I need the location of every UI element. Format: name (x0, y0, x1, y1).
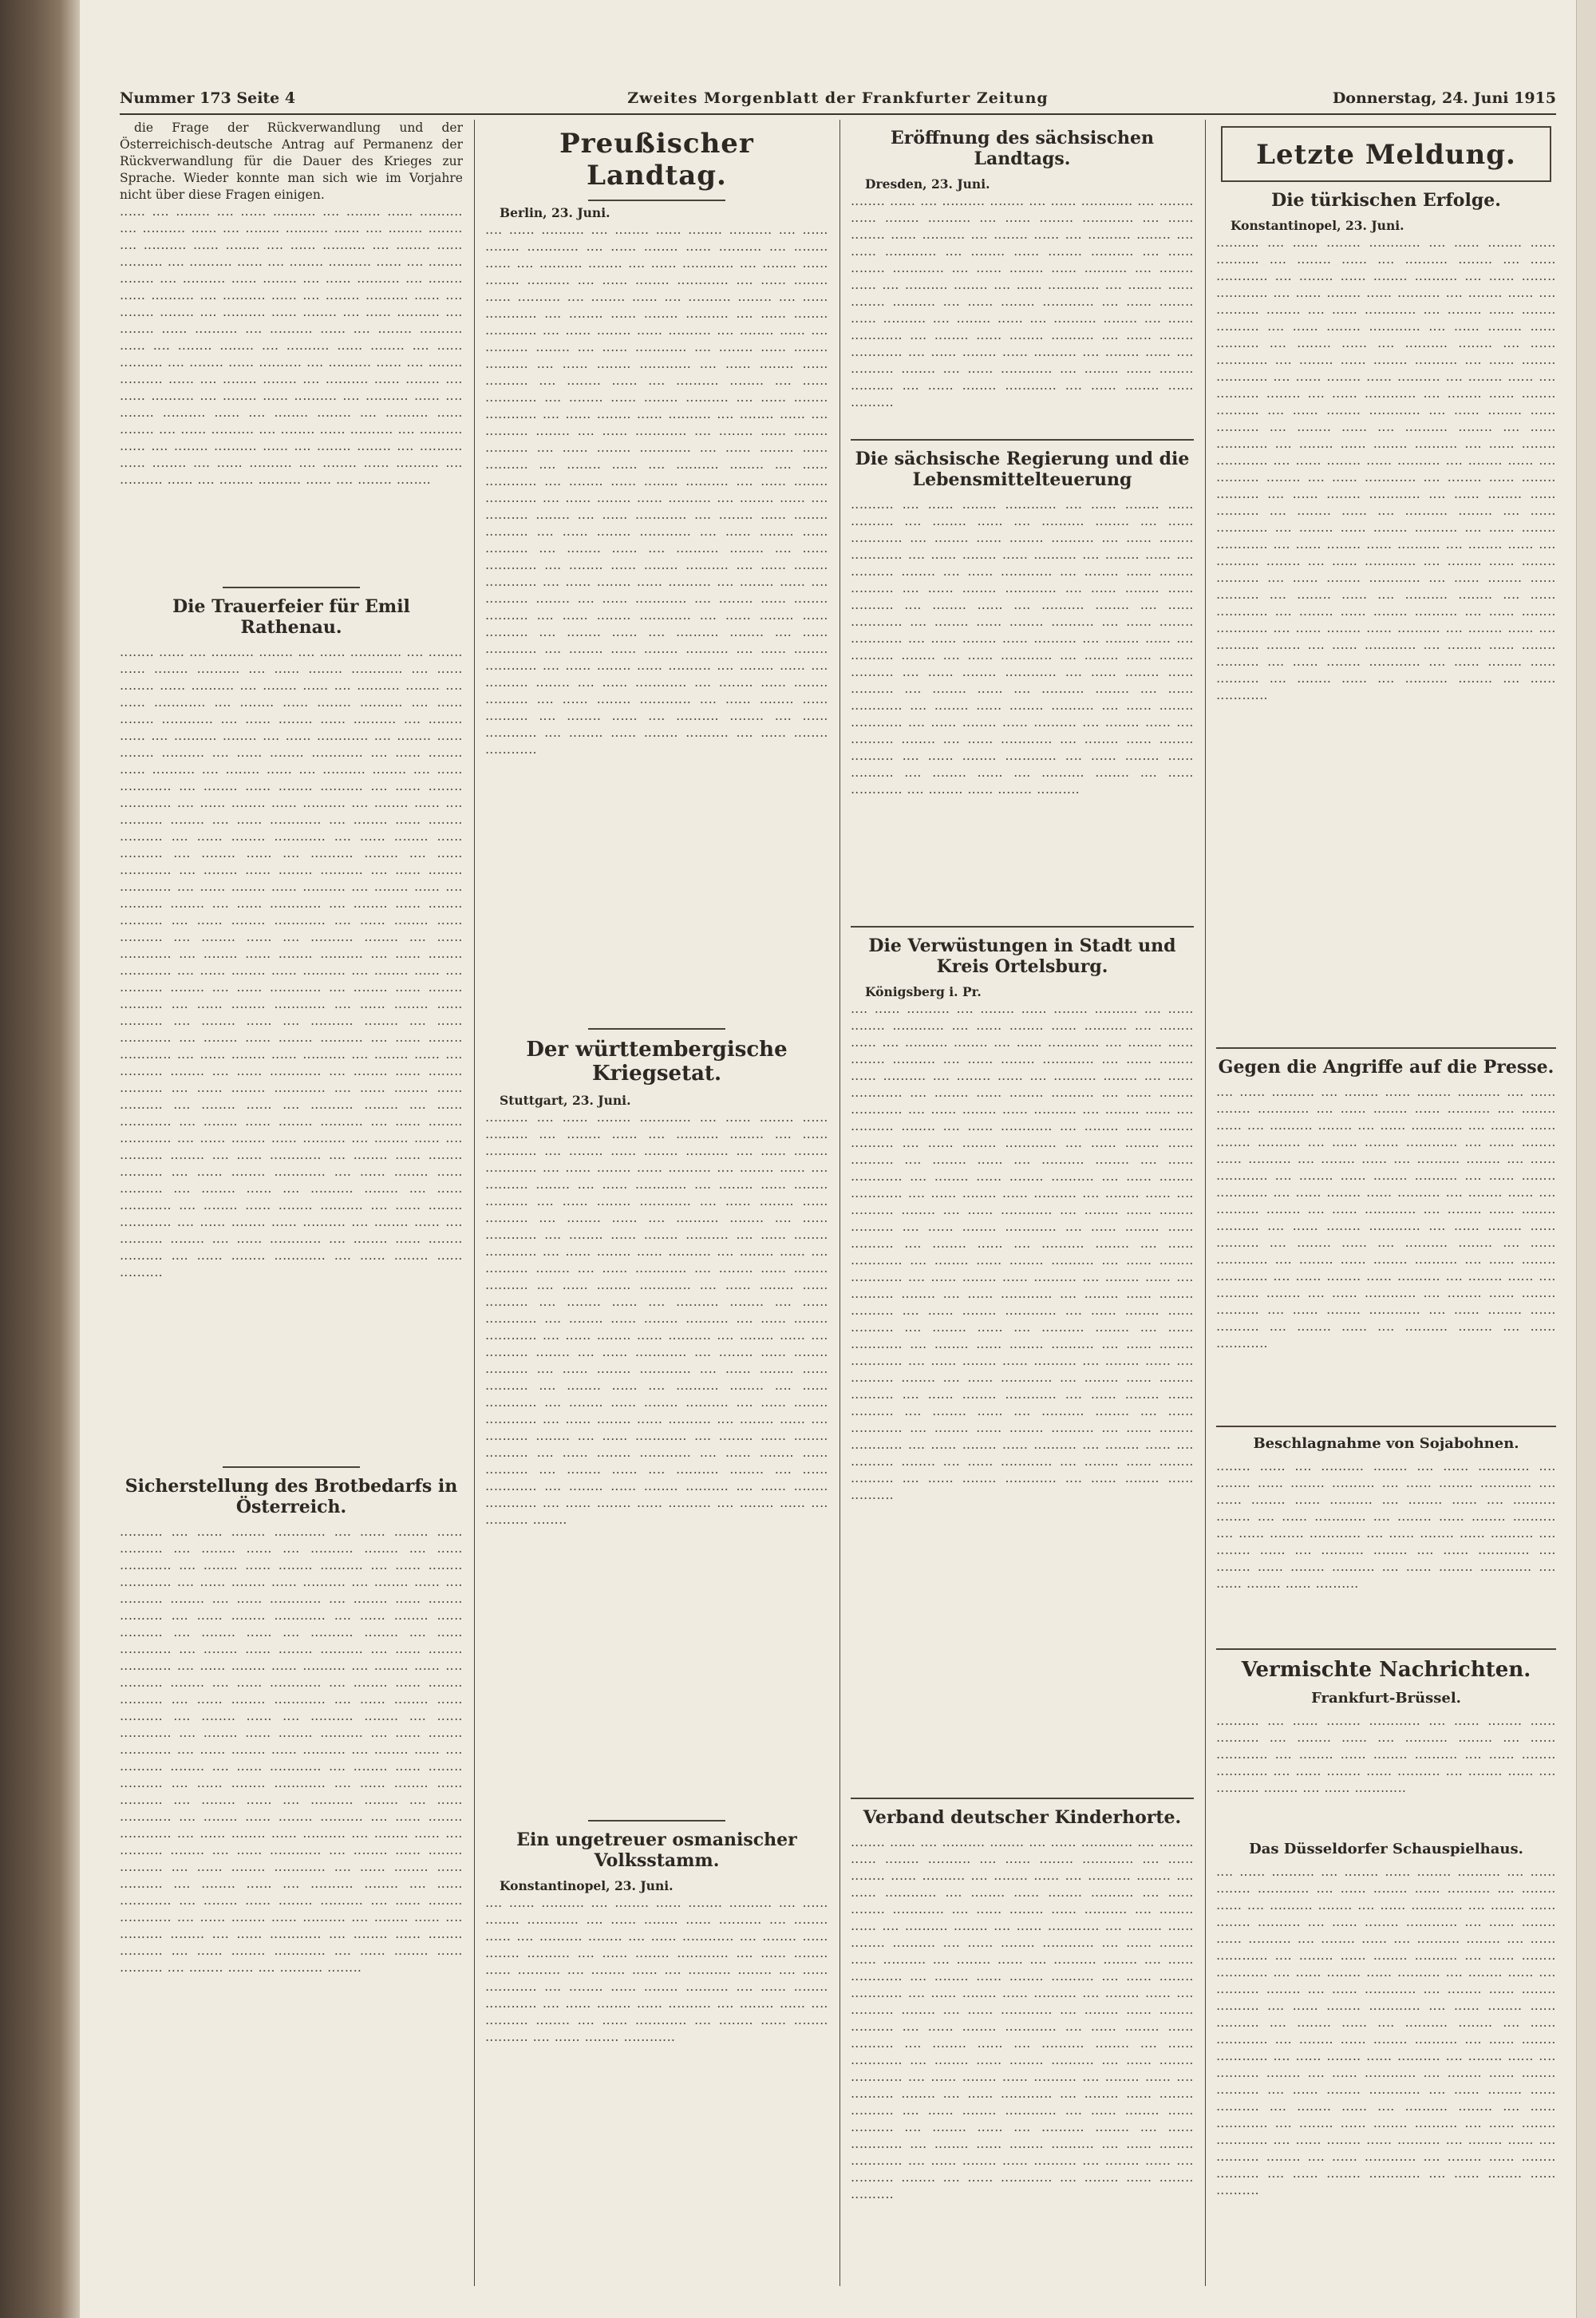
col2-text-c: ‥‥ ‥‥‥ ‥‥‥‥‥ ‥‥ ‥‥‥‥ ‥‥‥ ‥‥‥‥ ‥‥‥‥‥ ‥‥ ‥‥‥ ‥‥‥‥ ‥‥‥‥‥‥ ‥‥ ‥‥‥ ‥‥‥‥ ‥‥‥ ‥‥‥‥‥ ‥‥ ‥‥‥‥ ‥‥‥ ‥‥ ‥‥‥‥‥ ‥‥‥‥ ‥‥ ‥‥‥ ‥‥‥‥‥‥ ‥‥ ‥‥‥‥ ‥‥‥ ‥‥‥‥ ‥‥‥‥‥ ‥‥ ‥‥‥ ‥‥‥‥ ‥‥‥‥‥‥ ‥‥ ‥‥‥ ‥‥‥‥ ‥‥‥ ‥‥‥‥‥ ‥‥ ‥‥‥‥ ‥‥‥ ‥‥ ‥‥‥‥‥ ‥‥‥‥ ‥‥ ‥‥‥ ‥‥‥‥‥‥ ‥‥ ‥‥‥‥ ‥‥‥ ‥‥‥‥ ‥‥‥‥‥ ‥‥ ‥‥‥ ‥‥‥‥ ‥‥‥‥‥‥ ‥‥ ‥‥‥ ‥‥‥‥ ‥‥‥ ‥‥‥‥‥ ‥‥ ‥‥‥‥ ‥‥‥ ‥‥ ‥‥‥‥‥ ‥‥‥‥ ‥‥ ‥‥‥ ‥‥‥‥‥‥ ‥‥ ‥‥‥‥ ‥‥‥ ‥‥‥‥ ‥‥‥‥‥ ‥‥ ‥‥‥ ‥‥‥‥ ‥‥‥‥‥‥ (485, 1896, 828, 2044)
col2-text-a: ‥‥ ‥‥‥ ‥‥‥‥‥ ‥‥ ‥‥‥‥ ‥‥‥ ‥‥‥‥ ‥‥‥‥‥ ‥‥ ‥‥‥ ‥‥‥‥ ‥‥‥‥‥‥ ‥‥ ‥‥‥ ‥‥‥‥ ‥‥‥ ‥‥‥‥‥ ‥‥ ‥‥‥‥ ‥‥‥ ‥‥ ‥‥‥‥‥ ‥‥‥‥ ‥‥ ‥‥‥ ‥‥‥‥‥‥ ‥‥ ‥‥‥‥ ‥‥‥ ‥‥‥‥ ‥‥‥‥‥ ‥‥ ‥‥‥ ‥‥‥‥ ‥‥‥‥‥‥ ‥‥ ‥‥‥ ‥‥‥‥ ‥‥‥ ‥‥‥‥‥ ‥‥ ‥‥‥‥ ‥‥‥ ‥‥ ‥‥‥‥‥ ‥‥‥‥ ‥‥ ‥‥‥ ‥‥‥‥‥‥ ‥‥ ‥‥‥‥ ‥‥‥ ‥‥‥‥ ‥‥‥‥‥ ‥‥ ‥‥‥ ‥‥‥‥ ‥‥‥‥‥‥ ‥‥ ‥‥‥ ‥‥‥‥ ‥‥‥ ‥‥‥‥‥ ‥‥ ‥‥‥‥ ‥‥‥ ‥‥ ‥‥‥‥‥ ‥‥‥‥ ‥‥ ‥‥‥ ‥‥‥‥‥‥ ‥‥ ‥‥‥‥ ‥‥‥ ‥‥‥‥ ‥‥‥‥‥ ‥‥ ‥‥‥ ‥‥‥‥ ‥‥‥‥‥‥ ‥‥ ‥‥‥ ‥‥‥‥ ‥‥‥ ‥‥‥‥‥ ‥‥ ‥‥‥‥ ‥‥‥ ‥‥ ‥‥‥‥‥ ‥‥‥‥ ‥‥ ‥‥‥ ‥‥‥‥‥‥ ‥‥ ‥‥‥‥ ‥‥‥ ‥‥‥‥ ‥‥‥‥‥ ‥‥ ‥‥‥ ‥‥‥‥ ‥‥‥‥‥‥ ‥‥ ‥‥‥ ‥‥‥‥ ‥‥‥ ‥‥‥‥‥ ‥‥ ‥‥‥‥ ‥‥‥ ‥‥ ‥‥‥‥‥ ‥‥‥‥ ‥‥ ‥‥‥ ‥‥‥‥‥‥ ‥‥ ‥‥‥‥ ‥‥‥ ‥‥‥‥ ‥‥‥‥‥ ‥‥ ‥‥‥ ‥‥‥‥ ‥‥‥‥‥‥ ‥‥ ‥‥‥ ‥‥‥‥ ‥‥‥ ‥‥‥‥‥ ‥‥ ‥‥‥‥ ‥‥‥ ‥‥ ‥‥‥‥‥ ‥‥‥‥ ‥‥ ‥‥‥ ‥‥‥‥‥‥ ‥‥ ‥‥‥‥ ‥‥‥ ‥‥‥‥ ‥‥‥‥‥ ‥‥ ‥‥‥ ‥‥‥‥ ‥‥‥‥‥‥ ‥‥ ‥‥‥ ‥‥‥‥ ‥‥‥ ‥‥‥‥‥ ‥‥ ‥‥‥‥ ‥‥‥ ‥‥ ‥‥‥‥‥ ‥‥‥‥ ‥‥ ‥‥‥ ‥‥‥‥‥‥ ‥‥ ‥‥‥‥ ‥‥‥ ‥‥‥‥ ‥‥‥‥‥ ‥‥ ‥‥‥ ‥‥‥‥ ‥‥‥‥‥‥ ‥‥ ‥‥‥ ‥‥‥‥ ‥‥‥ ‥‥‥‥‥ ‥‥ ‥‥‥‥ ‥‥‥ ‥‥ ‥‥‥‥‥ ‥‥‥‥ ‥‥ ‥‥‥ ‥‥‥‥‥‥ ‥‥ ‥‥‥‥ ‥‥‥ ‥‥‥‥ ‥‥‥‥‥ ‥‥ ‥‥‥ ‥‥‥‥ ‥‥‥‥‥‥ ‥‥ ‥‥‥ ‥‥‥‥ ‥‥‥ ‥‥‥‥‥ ‥‥ ‥‥‥‥ ‥‥‥ ‥‥ ‥‥‥‥‥ ‥‥‥‥ ‥‥ ‥‥‥ ‥‥‥‥‥‥ ‥‥ ‥‥‥‥ ‥‥‥ ‥‥‥‥ ‥‥‥‥‥ ‥‥ ‥‥‥ ‥‥‥‥ ‥‥‥‥‥‥ ‥‥ ‥‥‥ ‥‥‥‥ ‥‥‥ ‥‥‥‥‥ ‥‥ ‥‥‥‥ ‥‥‥ ‥‥ ‥‥‥‥‥ ‥‥‥‥ ‥‥ ‥‥‥ ‥‥‥‥‥‥ ‥‥ ‥‥‥‥ ‥‥‥ ‥‥‥‥ ‥‥‥‥‥ ‥‥ ‥‥‥ ‥‥‥‥ ‥‥‥‥‥‥ ‥‥ ‥‥‥ ‥‥‥‥ ‥‥‥ ‥‥‥‥‥ ‥‥ ‥‥‥‥ ‥‥‥ ‥‥ ‥‥‥‥‥ ‥‥‥‥ ‥‥ ‥‥‥ ‥‥‥‥‥‥ ‥‥ ‥‥‥‥ ‥‥‥ ‥‥‥‥ ‥‥‥‥‥ ‥‥ ‥‥‥ ‥‥‥‥ ‥‥‥‥‥‥ ‥‥ ‥‥‥ ‥‥‥‥ ‥‥‥ ‥‥‥‥‥ ‥‥ ‥‥‥‥ ‥‥‥ ‥‥ ‥‥‥‥‥ ‥‥‥‥ ‥‥ ‥‥‥ ‥‥‥‥‥‥ ‥‥ ‥‥‥‥ ‥‥‥ ‥‥‥‥ ‥‥‥‥‥ ‥‥ ‥‥‥ ‥‥‥‥ ‥‥‥‥‥‥ (485, 223, 828, 757)
column-2 (485, 120, 828, 2286)
col3-title-teuerung: Die sächsische Regierung und die Lebensmittelteuerung (855, 449, 1190, 490)
col2-title-kriegsetat: Der württembergische Kriegsetat. (526, 1038, 788, 1086)
header-masthead: Zweites Morgenblatt der Frankfurter Zeitung (627, 89, 1049, 107)
col4-title-frankfurt-bruessel: Frankfurt-Brüssel. (1311, 1690, 1461, 1707)
col4-separator-2 (1216, 1426, 1556, 1427)
header-issue: Nummer 173 Seite 4 (120, 89, 296, 107)
col3-dateline-3: Königsberg i. Pr. (865, 984, 982, 999)
col3-text-c: ‥‥ ‥‥‥ ‥‥‥‥‥ ‥‥ ‥‥‥‥ ‥‥‥ ‥‥‥‥ ‥‥‥‥‥ ‥‥ ‥‥‥ ‥‥‥‥ ‥‥‥‥‥‥ ‥‥ ‥‥‥ ‥‥‥‥ ‥‥‥ ‥‥‥‥‥ ‥‥ ‥‥‥‥ ‥‥‥ ‥‥ ‥‥‥‥‥ ‥‥‥‥ ‥‥ ‥‥‥ ‥‥‥‥‥‥ ‥‥ ‥‥‥‥ ‥‥‥ ‥‥‥‥ ‥‥‥‥‥ ‥‥ ‥‥‥ ‥‥‥‥ ‥‥‥‥‥‥ ‥‥ ‥‥‥ ‥‥‥‥ ‥‥‥ ‥‥‥‥‥ ‥‥ ‥‥‥‥ ‥‥‥ ‥‥ ‥‥‥‥‥ ‥‥‥‥ ‥‥ ‥‥‥ ‥‥‥‥‥‥ ‥‥ ‥‥‥‥ ‥‥‥ ‥‥‥‥ ‥‥‥‥‥ ‥‥ ‥‥‥ ‥‥‥‥ ‥‥‥‥‥‥ ‥‥ ‥‥‥ ‥‥‥‥ ‥‥‥ ‥‥‥‥‥ ‥‥ ‥‥‥‥ ‥‥‥ ‥‥ ‥‥‥‥‥ ‥‥‥‥ ‥‥ ‥‥‥ ‥‥‥‥‥‥ ‥‥ ‥‥‥‥ ‥‥‥ ‥‥‥‥ ‥‥‥‥‥ ‥‥ ‥‥‥ ‥‥‥‥ ‥‥‥‥‥‥ ‥‥ ‥‥‥ ‥‥‥‥ ‥‥‥ ‥‥‥‥‥ ‥‥ ‥‥‥‥ ‥‥‥ ‥‥ ‥‥‥‥‥ ‥‥‥‥ ‥‥ ‥‥‥ ‥‥‥‥‥‥ ‥‥ ‥‥‥‥ ‥‥‥ ‥‥‥‥ ‥‥‥‥‥ ‥‥ ‥‥‥ ‥‥‥‥ ‥‥‥‥‥‥ ‥‥ ‥‥‥ ‥‥‥‥ ‥‥‥ ‥‥‥‥‥ ‥‥ ‥‥‥‥ ‥‥‥ ‥‥ ‥‥‥‥‥ ‥‥‥‥ ‥‥ ‥‥‥ ‥‥‥‥‥‥ ‥‥ ‥‥‥‥ ‥‥‥ ‥‥‥‥ ‥‥‥‥‥ ‥‥ ‥‥‥ ‥‥‥‥ ‥‥‥‥‥‥ ‥‥ ‥‥‥ ‥‥‥‥ ‥‥‥ ‥‥‥‥‥ ‥‥ ‥‥‥‥ ‥‥‥ ‥‥ ‥‥‥‥‥ ‥‥‥‥ ‥‥ ‥‥‥ ‥‥‥‥‥‥ ‥‥ ‥‥‥‥ ‥‥‥ ‥‥‥‥ ‥‥‥‥‥ ‥‥ ‥‥‥ ‥‥‥‥ ‥‥‥‥‥‥ ‥‥ ‥‥‥ ‥‥‥‥ ‥‥‥ ‥‥‥‥‥ ‥‥ ‥‥‥‥ ‥‥‥ ‥‥ ‥‥‥‥‥ ‥‥‥‥ ‥‥ ‥‥‥ ‥‥‥‥‥‥ ‥‥ ‥‥‥‥ ‥‥‥ ‥‥‥‥ ‥‥‥‥‥ ‥‥ ‥‥‥ ‥‥‥‥ ‥‥‥‥‥‥ ‥‥ ‥‥‥ ‥‥‥‥ ‥‥‥ ‥‥‥‥‥ ‥‥ ‥‥‥‥ ‥‥‥ ‥‥ ‥‥‥‥‥ ‥‥‥‥ ‥‥ ‥‥‥ ‥‥‥‥‥‥ ‥‥ ‥‥‥‥ ‥‥‥ ‥‥‥‥ ‥‥‥‥‥ ‥‥ ‥‥‥ ‥‥‥‥ ‥‥‥‥‥‥ ‥‥ ‥‥‥ ‥‥‥‥ ‥‥‥ ‥‥‥‥‥ ‥‥ ‥‥‥‥ ‥‥‥ ‥‥ ‥‥‥‥‥ ‥‥‥‥ ‥‥ ‥‥‥ ‥‥‥‥‥‥ ‥‥ ‥‥‥‥ ‥‥‥ ‥‥‥‥ ‥‥‥‥‥ ‥‥ ‥‥‥ ‥‥‥‥ ‥‥‥‥‥‥ ‥‥ ‥‥‥ ‥‥‥‥ ‥‥‥ ‥‥‥‥‥ ‥‥ ‥‥‥‥ ‥‥‥ ‥‥ ‥‥‥‥‥ ‥‥‥‥ ‥‥ ‥‥‥ ‥‥‥‥‥‥ ‥‥ ‥‥‥‥ ‥‥‥ ‥‥‥‥ ‥‥‥‥‥ ‥‥ ‥‥‥ ‥‥‥‥ ‥‥‥‥‥‥ ‥‥ ‥‥‥ ‥‥‥‥ ‥‥‥ ‥‥‥‥‥ ‥‥ ‥‥‥‥ ‥‥‥ ‥‥ ‥‥‥‥‥ ‥‥‥‥ ‥‥ ‥‥‥ ‥‥‥‥‥‥ ‥‥ ‥‥‥‥ ‥‥‥ ‥‥‥‥ ‥‥‥‥‥ ‥‥ ‥‥‥ ‥‥‥‥ ‥‥‥‥‥‥ ‥‥ ‥‥‥ ‥‥‥‥ ‥‥‥ ‥‥‥‥‥ (851, 1002, 1194, 1502)
col3-text-d: ‥‥‥‥ ‥‥‥ ‥‥ ‥‥‥‥‥ ‥‥‥‥ ‥‥ ‥‥‥ ‥‥‥‥‥‥ ‥‥ ‥‥‥‥ ‥‥‥ ‥‥‥‥ ‥‥‥‥‥ ‥‥ ‥‥‥ ‥‥‥‥ ‥‥‥‥‥‥ ‥‥ ‥‥‥ ‥‥‥‥ ‥‥‥ ‥‥‥‥‥ ‥‥ ‥‥‥‥ ‥‥‥ ‥‥ ‥‥‥‥‥ ‥‥‥‥ ‥‥ ‥‥‥ ‥‥‥‥‥‥ ‥‥ ‥‥‥‥ ‥‥‥ ‥‥‥‥ ‥‥‥‥‥ ‥‥ ‥‥‥ ‥‥‥‥ ‥‥‥‥‥‥ ‥‥ ‥‥‥ ‥‥‥‥ ‥‥‥ ‥‥‥‥‥ ‥‥ ‥‥‥‥ ‥‥‥ ‥‥ ‥‥‥‥‥ ‥‥‥‥ ‥‥ ‥‥‥ ‥‥‥‥‥‥ ‥‥ ‥‥‥‥ ‥‥‥ ‥‥‥‥ ‥‥‥‥‥ ‥‥ ‥‥‥ ‥‥‥‥ ‥‥‥‥‥‥ ‥‥ ‥‥‥ ‥‥‥‥ ‥‥‥ ‥‥‥‥‥ ‥‥ ‥‥‥‥ ‥‥‥ ‥‥ ‥‥‥‥‥ ‥‥‥‥ ‥‥ ‥‥‥ ‥‥‥‥‥‥ ‥‥ ‥‥‥‥ ‥‥‥ ‥‥‥‥ ‥‥‥‥‥ ‥‥ ‥‥‥ ‥‥‥‥ ‥‥‥‥‥‥ ‥‥ ‥‥‥ ‥‥‥‥ ‥‥‥ ‥‥‥‥‥ ‥‥ ‥‥‥‥ ‥‥‥ ‥‥ ‥‥‥‥‥ ‥‥‥‥ ‥‥ ‥‥‥ ‥‥‥‥‥‥ ‥‥ ‥‥‥‥ ‥‥‥ ‥‥‥‥ ‥‥‥‥‥ ‥‥ ‥‥‥ ‥‥‥‥ ‥‥‥‥‥‥ ‥‥ ‥‥‥ ‥‥‥‥ ‥‥‥ ‥‥‥‥‥ ‥‥ ‥‥‥‥ ‥‥‥ ‥‥ ‥‥‥‥‥ ‥‥‥‥ ‥‥ ‥‥‥ ‥‥‥‥‥‥ ‥‥ ‥‥‥‥ ‥‥‥ ‥‥‥‥ ‥‥‥‥‥ ‥‥ ‥‥‥ ‥‥‥‥ ‥‥‥‥‥‥ ‥‥ ‥‥‥ ‥‥‥‥ ‥‥‥ ‥‥‥‥‥ ‥‥ ‥‥‥‥ ‥‥‥ ‥‥ ‥‥‥‥‥ ‥‥‥‥ ‥‥ ‥‥‥ ‥‥‥‥‥‥ ‥‥ ‥‥‥‥ ‥‥‥ ‥‥‥‥ ‥‥‥‥‥ ‥‥ ‥‥‥ ‥‥‥‥ ‥‥‥‥‥‥ ‥‥ ‥‥‥ ‥‥‥‥ ‥‥‥ ‥‥‥‥‥ ‥‥ ‥‥‥‥ ‥‥‥ ‥‥ ‥‥‥‥‥ ‥‥‥‥ ‥‥ ‥‥‥ ‥‥‥‥‥‥ ‥‥ ‥‥‥‥ ‥‥‥ ‥‥‥‥ ‥‥‥‥‥ ‥‥ ‥‥‥ ‥‥‥‥ ‥‥‥‥‥‥ ‥‥ ‥‥‥ ‥‥‥‥ ‥‥‥ ‥‥‥‥‥ ‥‥ ‥‥‥‥ ‥‥‥ ‥‥ ‥‥‥‥‥ ‥‥‥‥ ‥‥ ‥‥‥ ‥‥‥‥‥‥ ‥‥ ‥‥‥‥ ‥‥‥ ‥‥‥‥ ‥‥‥‥‥ (851, 1835, 1194, 2201)
col4-title-sojabohnen: Beschlagnahme von Sojabohnen. (1253, 1435, 1519, 1452)
col2-text-b: ‥‥‥‥‥ ‥‥ ‥‥‥ ‥‥‥‥ ‥‥‥‥‥‥ ‥‥ ‥‥‥ ‥‥‥‥ ‥‥‥ ‥‥‥‥‥ ‥‥ ‥‥‥‥ ‥‥‥ ‥‥ ‥‥‥‥‥ ‥‥‥‥ ‥‥ ‥‥‥ ‥‥‥‥‥‥ ‥‥ ‥‥‥‥ ‥‥‥ ‥‥‥‥ ‥‥‥‥‥ ‥‥ ‥‥‥ ‥‥‥‥ ‥‥‥‥‥‥ ‥‥ ‥‥‥ ‥‥‥‥ ‥‥‥ ‥‥‥‥‥ ‥‥ ‥‥‥‥ ‥‥‥ ‥‥ ‥‥‥‥‥ ‥‥‥‥ ‥‥ ‥‥‥ ‥‥‥‥‥‥ ‥‥ ‥‥‥‥ ‥‥‥ ‥‥‥‥ ‥‥‥‥‥ ‥‥ ‥‥‥ ‥‥‥‥ ‥‥‥‥‥‥ ‥‥ ‥‥‥ ‥‥‥‥ ‥‥‥ ‥‥‥‥‥ ‥‥ ‥‥‥‥ ‥‥‥ ‥‥ ‥‥‥‥‥ ‥‥‥‥ ‥‥ ‥‥‥ ‥‥‥‥‥‥ ‥‥ ‥‥‥‥ ‥‥‥ ‥‥‥‥ ‥‥‥‥‥ ‥‥ ‥‥‥ ‥‥‥‥ ‥‥‥‥‥‥ ‥‥ ‥‥‥ ‥‥‥‥ ‥‥‥ ‥‥‥‥‥ ‥‥ ‥‥‥‥ ‥‥‥ ‥‥ ‥‥‥‥‥ ‥‥‥‥ ‥‥ ‥‥‥ ‥‥‥‥‥‥ ‥‥ ‥‥‥‥ ‥‥‥ ‥‥‥‥ ‥‥‥‥‥ ‥‥ ‥‥‥ ‥‥‥‥ ‥‥‥‥‥‥ ‥‥ ‥‥‥ ‥‥‥‥ ‥‥‥ ‥‥‥‥‥ ‥‥ ‥‥‥‥ ‥‥‥ ‥‥ ‥‥‥‥‥ ‥‥‥‥ ‥‥ ‥‥‥ ‥‥‥‥‥‥ ‥‥ ‥‥‥‥ ‥‥‥ ‥‥‥‥ ‥‥‥‥‥ ‥‥ ‥‥‥ ‥‥‥‥ ‥‥‥‥‥‥ ‥‥ ‥‥‥ ‥‥‥‥ ‥‥‥ ‥‥‥‥‥ ‥‥ ‥‥‥‥ ‥‥‥ ‥‥ ‥‥‥‥‥ ‥‥‥‥ ‥‥ ‥‥‥ ‥‥‥‥‥‥ ‥‥ ‥‥‥‥ ‥‥‥ ‥‥‥‥ ‥‥‥‥‥ ‥‥ ‥‥‥ ‥‥‥‥ ‥‥‥‥‥‥ ‥‥ ‥‥‥ ‥‥‥‥ ‥‥‥ ‥‥‥‥‥ ‥‥ ‥‥‥‥ ‥‥‥ ‥‥ ‥‥‥‥‥ ‥‥‥‥ ‥‥ ‥‥‥ ‥‥‥‥‥‥ ‥‥ ‥‥‥‥ ‥‥‥ ‥‥‥‥ ‥‥‥‥‥ ‥‥ ‥‥‥ ‥‥‥‥ ‥‥‥‥‥‥ ‥‥ ‥‥‥ ‥‥‥‥ ‥‥‥ ‥‥‥‥‥ ‥‥ ‥‥‥‥ ‥‥‥ ‥‥ ‥‥‥‥‥ ‥‥‥‥ ‥‥ ‥‥‥ ‥‥‥‥‥‥ ‥‥ ‥‥‥‥ ‥‥‥ ‥‥‥‥ ‥‥‥‥‥ ‥‥ ‥‥‥ ‥‥‥‥ ‥‥‥‥‥‥ ‥‥ ‥‥‥ ‥‥‥‥ ‥‥‥ ‥‥‥‥‥ ‥‥ ‥‥‥‥ ‥‥‥ ‥‥ ‥‥‥‥‥ ‥‥‥‥ ‥‥ ‥‥‥ ‥‥‥‥‥‥ ‥‥ ‥‥‥‥ ‥‥‥ ‥‥‥‥ ‥‥‥‥‥ ‥‥ ‥‥‥ ‥‥‥‥ ‥‥‥‥‥‥ ‥‥ ‥‥‥ ‥‥‥‥ ‥‥‥ ‥‥‥‥‥ ‥‥ ‥‥‥‥ ‥‥‥ ‥‥ ‥‥‥‥‥ ‥‥‥‥ (485, 1110, 828, 1527)
col2-dateline-3: Konstantinopel, 23. Juni. (500, 1878, 674, 1893)
col4-text-e: ‥‥ ‥‥‥ ‥‥‥‥‥ ‥‥ ‥‥‥‥ ‥‥‥ ‥‥‥‥ ‥‥‥‥‥ ‥‥ ‥‥‥ ‥‥‥‥ ‥‥‥‥‥‥ ‥‥ ‥‥‥ ‥‥‥‥ ‥‥‥ ‥‥‥‥‥ ‥‥ ‥‥‥‥ ‥‥‥ ‥‥ ‥‥‥‥‥ ‥‥‥‥ ‥‥ ‥‥‥ ‥‥‥‥‥‥ ‥‥ ‥‥‥‥ ‥‥‥ ‥‥‥‥ ‥‥‥‥‥ ‥‥ ‥‥‥ ‥‥‥‥ ‥‥‥‥‥‥ ‥‥ ‥‥‥ ‥‥‥‥ ‥‥‥ ‥‥‥‥‥ ‥‥ ‥‥‥‥ ‥‥‥ ‥‥ ‥‥‥‥‥ ‥‥‥‥ ‥‥ ‥‥‥ ‥‥‥‥‥‥ ‥‥ ‥‥‥‥ ‥‥‥ ‥‥‥‥ ‥‥‥‥‥ ‥‥ ‥‥‥ ‥‥‥‥ ‥‥‥‥‥‥ ‥‥ ‥‥‥ ‥‥‥‥ ‥‥‥ ‥‥‥‥‥ ‥‥ ‥‥‥‥ ‥‥‥ ‥‥ ‥‥‥‥‥ ‥‥‥‥ ‥‥ ‥‥‥ ‥‥‥‥‥‥ ‥‥ ‥‥‥‥ ‥‥‥ ‥‥‥‥ ‥‥‥‥‥ ‥‥ ‥‥‥ ‥‥‥‥ ‥‥‥‥‥‥ ‥‥ ‥‥‥ ‥‥‥‥ ‥‥‥ ‥‥‥‥‥ ‥‥ ‥‥‥‥ ‥‥‥ ‥‥ ‥‥‥‥‥ ‥‥‥‥ ‥‥ ‥‥‥ ‥‥‥‥‥‥ ‥‥ ‥‥‥‥ ‥‥‥ ‥‥‥‥ ‥‥‥‥‥ ‥‥ ‥‥‥ ‥‥‥‥ ‥‥‥‥‥‥ ‥‥ ‥‥‥ ‥‥‥‥ ‥‥‥ ‥‥‥‥‥ ‥‥ ‥‥‥‥ ‥‥‥ ‥‥ ‥‥‥‥‥ ‥‥‥‥ ‥‥ ‥‥‥ ‥‥‥‥‥‥ ‥‥ ‥‥‥‥ ‥‥‥ ‥‥‥‥ ‥‥‥‥‥ ‥‥ ‥‥‥ ‥‥‥‥ ‥‥‥‥‥‥ ‥‥ ‥‥‥ ‥‥‥‥ ‥‥‥ ‥‥‥‥‥ ‥‥ ‥‥‥‥ ‥‥‥ ‥‥ ‥‥‥‥‥ ‥‥‥‥ ‥‥ ‥‥‥ ‥‥‥‥‥‥ ‥‥ ‥‥‥‥ ‥‥‥ ‥‥‥‥ ‥‥‥‥‥ ‥‥ ‥‥‥ ‥‥‥‥ ‥‥‥‥‥‥ ‥‥ ‥‥‥ ‥‥‥‥ ‥‥‥ ‥‥‥‥‥ ‥‥ ‥‥‥‥ ‥‥‥ ‥‥ ‥‥‥‥‥ ‥‥‥‥ ‥‥ ‥‥‥ ‥‥‥‥‥‥ ‥‥ ‥‥‥‥ ‥‥‥ ‥‥‥‥ ‥‥‥‥‥ ‥‥ ‥‥‥ ‥‥‥‥ ‥‥‥‥‥‥ ‥‥ ‥‥‥ ‥‥‥‥ ‥‥‥ ‥‥‥‥‥ (1216, 1865, 1556, 2197)
col4-title-tuerkische-erfolge: Die türkischen Erfolge. (1271, 190, 1501, 211)
col2-title-landtag: Preußischer Landtag. (559, 128, 754, 192)
col3-title-kinderhorte: Verband deutscher Kinderhorte. (863, 1807, 1182, 1828)
column-4 (1216, 120, 1556, 2286)
column-rule-1 (474, 120, 475, 2286)
col4-title-letzte-meldung: Letzte Meldung. (1256, 139, 1516, 171)
col4-title-presse: Gegen die Angriffe auf die Presse. (1218, 1057, 1555, 1078)
col4-title-vermischte: Vermischte Nachrichten. (1241, 1658, 1531, 1682)
col1-separator-1 (223, 587, 360, 588)
col3-separator-2 (851, 926, 1194, 928)
col1-text-c: ‥‥‥‥‥ ‥‥ ‥‥‥ ‥‥‥‥ ‥‥‥‥‥‥ ‥‥ ‥‥‥ ‥‥‥‥ ‥‥‥ ‥‥‥‥‥ ‥‥ ‥‥‥‥ ‥‥‥ ‥‥ ‥‥‥‥‥ ‥‥‥‥ ‥‥ ‥‥‥ ‥‥‥‥‥‥ ‥‥ ‥‥‥‥ ‥‥‥ ‥‥‥‥ ‥‥‥‥‥ ‥‥ ‥‥‥ ‥‥‥‥ ‥‥‥‥‥‥ ‥‥ ‥‥‥ ‥‥‥‥ ‥‥‥ ‥‥‥‥‥ ‥‥ ‥‥‥‥ ‥‥‥ ‥‥ ‥‥‥‥‥ ‥‥‥‥ ‥‥ ‥‥‥ ‥‥‥‥‥‥ ‥‥ ‥‥‥‥ ‥‥‥ ‥‥‥‥ ‥‥‥‥‥ ‥‥ ‥‥‥ ‥‥‥‥ ‥‥‥‥‥‥ ‥‥ ‥‥‥ ‥‥‥‥ ‥‥‥ ‥‥‥‥‥ ‥‥ ‥‥‥‥ ‥‥‥ ‥‥ ‥‥‥‥‥ ‥‥‥‥ ‥‥ ‥‥‥ ‥‥‥‥‥‥ ‥‥ ‥‥‥‥ ‥‥‥ ‥‥‥‥ ‥‥‥‥‥ ‥‥ ‥‥‥ ‥‥‥‥ ‥‥‥‥‥‥ ‥‥ ‥‥‥ ‥‥‥‥ ‥‥‥ ‥‥‥‥‥ ‥‥ ‥‥‥‥ ‥‥‥ ‥‥ ‥‥‥‥‥ ‥‥‥‥ ‥‥ ‥‥‥ ‥‥‥‥‥‥ ‥‥ ‥‥‥‥ ‥‥‥ ‥‥‥‥ ‥‥‥‥‥ ‥‥ ‥‥‥ ‥‥‥‥ ‥‥‥‥‥‥ ‥‥ ‥‥‥ ‥‥‥‥ ‥‥‥ ‥‥‥‥‥ ‥‥ ‥‥‥‥ ‥‥‥ ‥‥ ‥‥‥‥‥ ‥‥‥‥ ‥‥ ‥‥‥ ‥‥‥‥‥‥ ‥‥ ‥‥‥‥ ‥‥‥ ‥‥‥‥ ‥‥‥‥‥ ‥‥ ‥‥‥ ‥‥‥‥ ‥‥‥‥‥‥ ‥‥ ‥‥‥ ‥‥‥‥ ‥‥‥ ‥‥‥‥‥ ‥‥ ‥‥‥‥ ‥‥‥ ‥‥ ‥‥‥‥‥ ‥‥‥‥ ‥‥ ‥‥‥ ‥‥‥‥‥‥ ‥‥ ‥‥‥‥ ‥‥‥ ‥‥‥‥ ‥‥‥‥‥ ‥‥ ‥‥‥ ‥‥‥‥ ‥‥‥‥‥‥ ‥‥ ‥‥‥ ‥‥‥‥ ‥‥‥ ‥‥‥‥‥ ‥‥ ‥‥‥‥ ‥‥‥ ‥‥ ‥‥‥‥‥ ‥‥‥‥ ‥‥ ‥‥‥ ‥‥‥‥‥‥ ‥‥ ‥‥‥‥ ‥‥‥ ‥‥‥‥ ‥‥‥‥‥ ‥‥ ‥‥‥ ‥‥‥‥ ‥‥‥‥‥‥ ‥‥ ‥‥‥ ‥‥‥‥ ‥‥‥ ‥‥‥‥‥ ‥‥ ‥‥‥‥ ‥‥‥ ‥‥ ‥‥‥‥‥ ‥‥‥‥ ‥‥ ‥‥‥ ‥‥‥‥‥‥ ‥‥ ‥‥‥‥ ‥‥‥ ‥‥‥‥ ‥‥‥‥‥ ‥‥ ‥‥‥ ‥‥‥‥ ‥‥‥‥‥‥ ‥‥ ‥‥‥ ‥‥‥‥ ‥‥‥ ‥‥‥‥‥ ‥‥ ‥‥‥‥ ‥‥‥ ‥‥ ‥‥‥‥‥ ‥‥‥‥ ‥‥ ‥‥‥ ‥‥‥‥‥‥ ‥‥ ‥‥‥‥ ‥‥‥ ‥‥‥‥ ‥‥‥‥‥ ‥‥ ‥‥‥ ‥‥‥‥ ‥‥‥‥‥‥ ‥‥ ‥‥‥ ‥‥‥‥ ‥‥‥ ‥‥‥‥‥ ‥‥ ‥‥‥‥ ‥‥‥ ‥‥ ‥‥‥‥‥ ‥‥‥‥ ‥‥ ‥‥‥ ‥‥‥‥‥‥ ‥‥ ‥‥‥‥ ‥‥‥ ‥‥‥‥ ‥‥‥‥‥ ‥‥ ‥‥‥ ‥‥‥‥ ‥‥‥‥‥‥ ‥‥ ‥‥‥ ‥‥‥‥ ‥‥‥ ‥‥‥‥‥ ‥‥ ‥‥‥‥ ‥‥‥ ‥‥ ‥‥‥‥‥ ‥‥‥‥ (120, 1525, 463, 1975)
book-spine (0, 0, 80, 2318)
newspaper-page (88, 0, 1596, 2318)
col4-text-b: ‥‥ ‥‥‥ ‥‥‥‥‥ ‥‥ ‥‥‥‥ ‥‥‥ ‥‥‥‥ ‥‥‥‥‥ ‥‥ ‥‥‥ ‥‥‥‥ ‥‥‥‥‥‥ ‥‥ ‥‥‥ ‥‥‥‥ ‥‥‥ ‥‥‥‥‥ ‥‥ ‥‥‥‥ ‥‥‥ ‥‥ ‥‥‥‥‥ ‥‥‥‥ ‥‥ ‥‥‥ ‥‥‥‥‥‥ ‥‥ ‥‥‥‥ ‥‥‥ ‥‥‥‥ ‥‥‥‥‥ ‥‥ ‥‥‥ ‥‥‥‥ ‥‥‥‥‥‥ ‥‥ ‥‥‥ ‥‥‥‥ ‥‥‥ ‥‥‥‥‥ ‥‥ ‥‥‥‥ ‥‥‥ ‥‥ ‥‥‥‥‥ ‥‥‥‥ ‥‥ ‥‥‥ ‥‥‥‥‥‥ ‥‥ ‥‥‥‥ ‥‥‥ ‥‥‥‥ ‥‥‥‥‥ ‥‥ ‥‥‥ ‥‥‥‥ ‥‥‥‥‥‥ ‥‥ ‥‥‥ ‥‥‥‥ ‥‥‥ ‥‥‥‥‥ ‥‥ ‥‥‥‥ ‥‥‥ ‥‥ ‥‥‥‥‥ ‥‥‥‥ ‥‥ ‥‥‥ ‥‥‥‥‥‥ ‥‥ ‥‥‥‥ ‥‥‥ ‥‥‥‥ ‥‥‥‥‥ ‥‥ ‥‥‥ ‥‥‥‥ ‥‥‥‥‥‥ ‥‥ ‥‥‥ ‥‥‥‥ ‥‥‥ ‥‥‥‥‥ ‥‥ ‥‥‥‥ ‥‥‥ ‥‥ ‥‥‥‥‥ ‥‥‥‥ ‥‥ ‥‥‥ ‥‥‥‥‥‥ ‥‥ ‥‥‥‥ ‥‥‥ ‥‥‥‥ ‥‥‥‥‥ ‥‥ ‥‥‥ ‥‥‥‥ ‥‥‥‥‥‥ ‥‥ ‥‥‥ ‥‥‥‥ ‥‥‥ ‥‥‥‥‥ ‥‥ ‥‥‥‥ ‥‥‥ ‥‥ ‥‥‥‥‥ ‥‥‥‥ ‥‥ ‥‥‥ ‥‥‥‥‥‥ ‥‥ ‥‥‥‥ ‥‥‥ ‥‥‥‥ ‥‥‥‥‥ ‥‥ ‥‥‥ ‥‥‥‥ ‥‥‥‥‥‥ ‥‥ ‥‥‥ ‥‥‥‥ ‥‥‥ ‥‥‥‥‥ ‥‥ ‥‥‥‥ ‥‥‥ ‥‥ ‥‥‥‥‥ ‥‥‥‥ ‥‥ ‥‥‥ ‥‥‥‥‥‥ (1216, 1085, 1556, 1351)
col4-separator-3 (1216, 1648, 1556, 1650)
col2-separator-0 (588, 200, 725, 201)
adjacent-page-edge (1576, 0, 1596, 2318)
col4-text-d: ‥‥‥‥‥ ‥‥ ‥‥‥ ‥‥‥‥ ‥‥‥‥‥‥ ‥‥ ‥‥‥ ‥‥‥‥ ‥‥‥ ‥‥‥‥‥ ‥‥ ‥‥‥‥ ‥‥‥ ‥‥ ‥‥‥‥‥ ‥‥‥‥ ‥‥ ‥‥‥ ‥‥‥‥‥‥ ‥‥ ‥‥‥‥ ‥‥‥ ‥‥‥‥ ‥‥‥‥‥ ‥‥ ‥‥‥ ‥‥‥‥ ‥‥‥‥‥‥ ‥‥ ‥‥‥ ‥‥‥‥ ‥‥‥ ‥‥‥‥‥ ‥‥ ‥‥‥‥ ‥‥‥ ‥‥ ‥‥‥‥‥ ‥‥‥‥ ‥‥ ‥‥‥ ‥‥‥‥‥‥ (1216, 1714, 1556, 1795)
col3-separator-3 (851, 1798, 1194, 1799)
column-1 (120, 120, 463, 2286)
column-3 (851, 120, 1194, 2286)
col1-title-rathenau: Die Trauerfeier für Emil Rathenau. (172, 596, 410, 638)
col4-text-a: ‥‥‥‥‥ ‥‥ ‥‥‥ ‥‥‥‥ ‥‥‥‥‥‥ ‥‥ ‥‥‥ ‥‥‥‥ ‥‥‥ ‥‥‥‥‥ ‥‥ ‥‥‥‥ ‥‥‥ ‥‥ ‥‥‥‥‥ ‥‥‥‥ ‥‥ ‥‥‥ ‥‥‥‥‥‥ ‥‥ ‥‥‥‥ ‥‥‥ ‥‥‥‥ ‥‥‥‥‥ ‥‥ ‥‥‥ ‥‥‥‥ ‥‥‥‥‥‥ ‥‥ ‥‥‥ ‥‥‥‥ ‥‥‥ ‥‥‥‥‥ ‥‥ ‥‥‥‥ ‥‥‥ ‥‥ ‥‥‥‥‥ ‥‥‥‥ ‥‥ ‥‥‥ ‥‥‥‥‥‥ ‥‥ ‥‥‥‥ ‥‥‥ ‥‥‥‥ ‥‥‥‥‥ ‥‥ ‥‥‥ ‥‥‥‥ ‥‥‥‥‥‥ ‥‥ ‥‥‥ ‥‥‥‥ ‥‥‥ ‥‥‥‥‥ ‥‥ ‥‥‥‥ ‥‥‥ ‥‥ ‥‥‥‥‥ ‥‥‥‥ ‥‥ ‥‥‥ ‥‥‥‥‥‥ ‥‥ ‥‥‥‥ ‥‥‥ ‥‥‥‥ ‥‥‥‥‥ ‥‥ ‥‥‥ ‥‥‥‥ ‥‥‥‥‥‥ ‥‥ ‥‥‥ ‥‥‥‥ ‥‥‥ ‥‥‥‥‥ ‥‥ ‥‥‥‥ ‥‥‥ ‥‥ ‥‥‥‥‥ ‥‥‥‥ ‥‥ ‥‥‥ ‥‥‥‥‥‥ ‥‥ ‥‥‥‥ ‥‥‥ ‥‥‥‥ ‥‥‥‥‥ ‥‥ ‥‥‥ ‥‥‥‥ ‥‥‥‥‥‥ ‥‥ ‥‥‥ ‥‥‥‥ ‥‥‥ ‥‥‥‥‥ ‥‥ ‥‥‥‥ ‥‥‥ ‥‥ ‥‥‥‥‥ ‥‥‥‥ ‥‥ ‥‥‥ ‥‥‥‥‥‥ ‥‥ ‥‥‥‥ ‥‥‥ ‥‥‥‥ ‥‥‥‥‥ ‥‥ ‥‥‥ ‥‥‥‥ ‥‥‥‥‥‥ ‥‥ ‥‥‥ ‥‥‥‥ ‥‥‥ ‥‥‥‥‥ ‥‥ ‥‥‥‥ ‥‥‥ ‥‥ ‥‥‥‥‥ ‥‥‥‥ ‥‥ ‥‥‥ ‥‥‥‥‥‥ ‥‥ ‥‥‥‥ ‥‥‥ ‥‥‥‥ ‥‥‥‥‥ ‥‥ ‥‥‥ ‥‥‥‥ ‥‥‥‥‥‥ ‥‥ ‥‥‥ ‥‥‥‥ ‥‥‥ ‥‥‥‥‥ ‥‥ ‥‥‥‥ ‥‥‥ ‥‥ ‥‥‥‥‥ ‥‥‥‥ ‥‥ ‥‥‥ ‥‥‥‥‥‥ ‥‥ ‥‥‥‥ ‥‥‥ ‥‥‥‥ ‥‥‥‥‥ ‥‥ ‥‥‥ ‥‥‥‥ ‥‥‥‥‥‥ ‥‥ ‥‥‥ ‥‥‥‥ ‥‥‥ ‥‥‥‥‥ ‥‥ ‥‥‥‥ ‥‥‥ ‥‥ ‥‥‥‥‥ ‥‥‥‥ ‥‥ ‥‥‥ ‥‥‥‥‥‥ ‥‥ ‥‥‥‥ ‥‥‥ ‥‥‥‥ ‥‥‥‥‥ ‥‥ ‥‥‥ ‥‥‥‥ ‥‥‥‥‥‥ ‥‥ ‥‥‥ ‥‥‥‥ ‥‥‥ ‥‥‥‥‥ ‥‥ ‥‥‥‥ ‥‥‥ ‥‥ ‥‥‥‥‥ ‥‥‥‥ ‥‥ ‥‥‥ ‥‥‥‥‥‥ ‥‥ ‥‥‥‥ ‥‥‥ ‥‥‥‥ ‥‥‥‥‥ ‥‥ ‥‥‥ ‥‥‥‥ ‥‥‥‥‥‥ ‥‥ ‥‥‥ ‥‥‥‥ ‥‥‥ ‥‥‥‥‥ ‥‥ ‥‥‥‥ ‥‥‥ ‥‥ ‥‥‥‥‥ ‥‥‥‥ ‥‥ ‥‥‥ ‥‥‥‥‥‥ ‥‥ ‥‥‥‥ ‥‥‥ ‥‥‥‥ ‥‥‥‥‥ ‥‥ ‥‥‥ ‥‥‥‥ ‥‥‥‥‥‥ ‥‥ ‥‥‥ ‥‥‥‥ ‥‥‥ ‥‥‥‥‥ ‥‥ ‥‥‥‥ ‥‥‥ ‥‥ ‥‥‥‥‥ ‥‥‥‥ ‥‥ ‥‥‥ ‥‥‥‥‥‥ (1216, 235, 1556, 702)
col4-separator-1 (1216, 1047, 1556, 1049)
col1-intro: die Frage der Rückverwandlung und der Österreichisch-deutsche Antrag auf Permanenz der Rückverwandlung für die Dauer des Krieges zur Sprache. Wieder konnte man sich wie im Vorjahre nicht über diese Fragen einigen. (120, 121, 463, 202)
col2-title-volksstamm: Ein ungetreuer osmanischer Volksstamm. (516, 1829, 797, 1871)
header-date: Donnerstag, 24. Juni 1915 (1332, 89, 1556, 107)
column-rule-3 (1205, 120, 1206, 2286)
col4-dateline-1: Konstantinopel, 23. Juni. (1231, 218, 1404, 233)
col3-text-b: ‥‥‥‥‥ ‥‥ ‥‥‥ ‥‥‥‥ ‥‥‥‥‥‥ ‥‥ ‥‥‥ ‥‥‥‥ ‥‥‥ ‥‥‥‥‥ ‥‥ ‥‥‥‥ ‥‥‥ ‥‥ ‥‥‥‥‥ ‥‥‥‥ ‥‥ ‥‥‥ ‥‥‥‥‥‥ ‥‥ ‥‥‥‥ ‥‥‥ ‥‥‥‥ ‥‥‥‥‥ ‥‥ ‥‥‥ ‥‥‥‥ ‥‥‥‥‥‥ ‥‥ ‥‥‥ ‥‥‥‥ ‥‥‥ ‥‥‥‥‥ ‥‥ ‥‥‥‥ ‥‥‥ ‥‥ ‥‥‥‥‥ ‥‥‥‥ ‥‥ ‥‥‥ ‥‥‥‥‥‥ ‥‥ ‥‥‥‥ ‥‥‥ ‥‥‥‥ ‥‥‥‥‥ ‥‥ ‥‥‥ ‥‥‥‥ ‥‥‥‥‥‥ ‥‥ ‥‥‥ ‥‥‥‥ ‥‥‥ ‥‥‥‥‥ ‥‥ ‥‥‥‥ ‥‥‥ ‥‥ ‥‥‥‥‥ ‥‥‥‥ ‥‥ ‥‥‥ ‥‥‥‥‥‥ ‥‥ ‥‥‥‥ ‥‥‥ ‥‥‥‥ ‥‥‥‥‥ ‥‥ ‥‥‥ ‥‥‥‥ ‥‥‥‥‥‥ ‥‥ ‥‥‥ ‥‥‥‥ ‥‥‥ ‥‥‥‥‥ ‥‥ ‥‥‥‥ ‥‥‥ ‥‥ ‥‥‥‥‥ ‥‥‥‥ ‥‥ ‥‥‥ ‥‥‥‥‥‥ ‥‥ ‥‥‥‥ ‥‥‥ ‥‥‥‥ ‥‥‥‥‥ ‥‥ ‥‥‥ ‥‥‥‥ ‥‥‥‥‥‥ ‥‥ ‥‥‥ ‥‥‥‥ ‥‥‥ ‥‥‥‥‥ ‥‥ ‥‥‥‥ ‥‥‥ ‥‥ ‥‥‥‥‥ ‥‥‥‥ ‥‥ ‥‥‥ ‥‥‥‥‥‥ ‥‥ ‥‥‥‥ ‥‥‥ ‥‥‥‥ ‥‥‥‥‥ ‥‥ ‥‥‥ ‥‥‥‥ ‥‥‥‥‥‥ ‥‥ ‥‥‥ ‥‥‥‥ ‥‥‥ ‥‥‥‥‥ ‥‥ ‥‥‥‥ ‥‥‥ ‥‥ ‥‥‥‥‥ ‥‥‥‥ ‥‥ ‥‥‥ ‥‥‥‥‥‥ ‥‥ ‥‥‥‥ ‥‥‥ ‥‥‥‥ ‥‥‥‥‥ ‥‥ ‥‥‥ ‥‥‥‥ ‥‥‥‥‥‥ ‥‥ ‥‥‥ ‥‥‥‥ ‥‥‥ ‥‥‥‥‥ ‥‥ ‥‥‥‥ ‥‥‥ ‥‥ ‥‥‥‥‥ ‥‥‥‥ ‥‥ ‥‥‥ ‥‥‥‥‥‥ ‥‥ ‥‥‥‥ ‥‥‥ ‥‥‥‥ ‥‥‥‥‥ (851, 497, 1194, 797)
col2-separator-2 (588, 1820, 725, 1822)
page-header (120, 86, 1556, 115)
col4-title-schauspielhaus: Das Düsseldorfer Schauspielhaus. (1249, 1841, 1523, 1857)
col3-title-ortelsburg: Die Verwüstungen in Stadt und Kreis Ortelsburg. (868, 936, 1176, 977)
col1-separator-2 (223, 1466, 360, 1468)
col2-dateline-2: Stuttgart, 23. Juni. (500, 1093, 631, 1108)
col1-text-a: ‥‥‥ ‥‥ ‥‥‥‥ ‥‥ ‥‥‥ ‥‥‥‥‥ ‥‥ ‥‥‥‥ ‥‥‥ ‥‥‥‥‥ ‥‥ ‥‥‥‥‥ ‥‥‥ ‥‥ ‥‥‥‥ ‥‥‥‥‥ ‥‥‥ ‥‥ ‥‥‥‥ ‥‥‥‥ ‥‥ ‥‥‥‥‥ ‥‥‥ ‥‥‥‥ ‥‥ ‥‥‥ ‥‥‥‥‥ ‥‥ ‥‥‥‥ ‥‥‥ ‥‥‥‥‥ ‥‥ ‥‥‥‥‥ ‥‥‥ ‥‥ ‥‥‥‥ ‥‥‥‥‥ ‥‥‥ ‥‥ ‥‥‥‥ ‥‥‥‥ ‥‥ ‥‥‥‥‥ ‥‥‥ ‥‥‥‥ ‥‥ ‥‥‥ ‥‥‥‥‥ ‥‥ ‥‥‥‥ ‥‥‥ ‥‥‥‥‥ ‥‥ ‥‥‥‥‥ ‥‥‥ ‥‥ ‥‥‥‥ ‥‥‥‥‥ ‥‥‥ ‥‥ ‥‥‥‥ ‥‥‥‥ ‥‥ ‥‥‥‥‥ ‥‥‥ ‥‥‥‥ ‥‥ ‥‥‥ ‥‥‥‥‥ ‥‥ ‥‥‥‥ ‥‥‥ ‥‥‥‥‥ ‥‥ ‥‥‥‥‥ ‥‥‥ ‥‥ ‥‥‥‥ ‥‥‥‥‥ ‥‥‥ ‥‥ ‥‥‥‥ ‥‥‥‥ ‥‥ ‥‥‥‥‥ ‥‥‥ ‥‥‥‥ ‥‥ ‥‥‥ ‥‥‥‥‥ ‥‥ ‥‥‥‥ ‥‥‥ ‥‥‥‥‥ ‥‥ ‥‥‥‥‥ ‥‥‥ ‥‥ ‥‥‥‥ ‥‥‥‥‥ ‥‥‥ ‥‥ ‥‥‥‥ ‥‥‥‥ ‥‥ ‥‥‥‥‥ ‥‥‥ ‥‥‥‥ ‥‥ ‥‥‥ ‥‥‥‥‥ ‥‥ ‥‥‥‥ ‥‥‥ ‥‥‥‥‥ ‥‥ ‥‥‥‥‥ ‥‥‥ ‥‥ ‥‥‥‥ ‥‥‥‥‥ ‥‥‥ ‥‥ ‥‥‥‥ ‥‥‥‥ ‥‥ ‥‥‥‥‥ ‥‥‥ ‥‥‥‥ ‥‥ ‥‥‥ ‥‥‥‥‥ ‥‥ ‥‥‥‥ ‥‥‥ ‥‥‥‥‥ ‥‥ ‥‥‥‥‥ ‥‥‥ ‥‥ ‥‥‥‥ ‥‥‥‥‥ ‥‥‥ ‥‥ ‥‥‥‥ ‥‥‥‥ ‥‥ ‥‥‥‥‥ ‥‥‥ ‥‥‥‥ ‥‥ ‥‥‥ ‥‥‥‥‥ ‥‥ ‥‥‥‥ ‥‥‥ ‥‥‥‥‥ ‥‥ ‥‥‥‥‥ ‥‥‥ ‥‥ ‥‥‥‥ ‥‥‥‥‥ ‥‥‥ ‥‥ ‥‥‥‥ ‥‥‥‥ (120, 204, 463, 487)
col3-text-a: ‥‥‥‥ ‥‥‥ ‥‥ ‥‥‥‥‥ ‥‥‥‥ ‥‥ ‥‥‥ ‥‥‥‥‥‥ ‥‥ ‥‥‥‥ ‥‥‥ ‥‥‥‥ ‥‥‥‥‥ ‥‥ ‥‥‥ ‥‥‥‥ ‥‥‥‥‥‥ ‥‥ ‥‥‥ ‥‥‥‥ ‥‥‥ ‥‥‥‥‥ ‥‥ ‥‥‥‥ ‥‥‥ ‥‥ ‥‥‥‥‥ ‥‥‥‥ ‥‥ ‥‥‥ ‥‥‥‥‥‥ ‥‥ ‥‥‥‥ ‥‥‥ ‥‥‥‥ ‥‥‥‥‥ ‥‥ ‥‥‥ ‥‥‥‥ ‥‥‥‥‥‥ ‥‥ ‥‥‥ ‥‥‥‥ ‥‥‥ ‥‥‥‥‥ ‥‥ ‥‥‥‥ ‥‥‥ ‥‥ ‥‥‥‥‥ ‥‥‥‥ ‥‥ ‥‥‥ ‥‥‥‥‥‥ ‥‥ ‥‥‥‥ ‥‥‥ ‥‥‥‥ ‥‥‥‥‥ ‥‥ ‥‥‥ ‥‥‥‥ ‥‥‥‥‥‥ ‥‥ ‥‥‥ ‥‥‥‥ ‥‥‥ ‥‥‥‥‥ ‥‥ ‥‥‥‥ ‥‥‥ ‥‥ ‥‥‥‥‥ ‥‥‥‥ ‥‥ ‥‥‥ ‥‥‥‥‥‥ ‥‥ ‥‥‥‥ ‥‥‥ ‥‥‥‥ ‥‥‥‥‥ ‥‥ ‥‥‥ ‥‥‥‥ ‥‥‥‥‥‥ ‥‥ ‥‥‥ ‥‥‥‥ ‥‥‥ ‥‥‥‥‥ ‥‥ ‥‥‥‥ ‥‥‥ ‥‥ ‥‥‥‥‥ ‥‥‥‥ ‥‥ ‥‥‥ ‥‥‥‥‥‥ ‥‥ ‥‥‥‥ ‥‥‥ ‥‥‥‥ ‥‥‥‥‥ ‥‥ ‥‥‥ ‥‥‥‥ ‥‥‥‥‥‥ ‥‥ ‥‥‥ ‥‥‥‥ ‥‥‥ ‥‥‥‥‥ (851, 194, 1194, 409)
col3-dateline-1: Dresden, 23. Juni. (865, 176, 990, 192)
col2-dateline-1: Berlin, 23. Juni. (500, 205, 610, 220)
col4-text-c: ‥‥‥‥ ‥‥‥ ‥‥ ‥‥‥‥‥ ‥‥‥‥ ‥‥ ‥‥‥ ‥‥‥‥‥‥ ‥‥ ‥‥‥‥ ‥‥‥ ‥‥‥‥ ‥‥‥‥‥ ‥‥ ‥‥‥ ‥‥‥‥ ‥‥‥‥‥‥ ‥‥ ‥‥‥ ‥‥‥‥ ‥‥‥ ‥‥‥‥‥ ‥‥ ‥‥‥‥ ‥‥‥ ‥‥ ‥‥‥‥‥ ‥‥‥‥ ‥‥ ‥‥‥ ‥‥‥‥‥‥ ‥‥ ‥‥‥‥ ‥‥‥ ‥‥‥‥ ‥‥‥‥‥ ‥‥ ‥‥‥ ‥‥‥‥ ‥‥‥‥‥‥ ‥‥ ‥‥‥ ‥‥‥‥ ‥‥‥ ‥‥‥‥‥ ‥‥ ‥‥‥‥ ‥‥‥ ‥‥ ‥‥‥‥‥ ‥‥‥‥ ‥‥ ‥‥‥ ‥‥‥‥‥‥ ‥‥ ‥‥‥‥ ‥‥‥ ‥‥‥‥ ‥‥‥‥‥ ‥‥ ‥‥‥ ‥‥‥‥ ‥‥‥‥‥‥ ‥‥ ‥‥‥ ‥‥‥‥ ‥‥‥ ‥‥‥‥‥ (1216, 1459, 1556, 1591)
col1-title-brotbedarf: Sicherstellung des Brotbedarfs in Österreich. (124, 1476, 458, 1517)
col1-text-b: ‥‥‥‥ ‥‥‥ ‥‥ ‥‥‥‥‥ ‥‥‥‥ ‥‥ ‥‥‥ ‥‥‥‥‥‥ ‥‥ ‥‥‥‥ ‥‥‥ ‥‥‥‥ ‥‥‥‥‥ ‥‥ ‥‥‥ ‥‥‥‥ ‥‥‥‥‥‥ ‥‥ ‥‥‥ ‥‥‥‥ ‥‥‥ ‥‥‥‥‥ ‥‥ ‥‥‥‥ ‥‥‥ ‥‥ ‥‥‥‥‥ ‥‥‥‥ ‥‥ ‥‥‥ ‥‥‥‥‥‥ ‥‥ ‥‥‥‥ ‥‥‥ ‥‥‥‥ ‥‥‥‥‥ ‥‥ ‥‥‥ ‥‥‥‥ ‥‥‥‥‥‥ ‥‥ ‥‥‥ ‥‥‥‥ ‥‥‥ ‥‥‥‥‥ ‥‥ ‥‥‥‥ ‥‥‥ ‥‥ ‥‥‥‥‥ ‥‥‥‥ ‥‥ ‥‥‥ ‥‥‥‥‥‥ ‥‥ ‥‥‥‥ ‥‥‥ ‥‥‥‥ ‥‥‥‥‥ ‥‥ ‥‥‥ ‥‥‥‥ ‥‥‥‥‥‥ ‥‥ ‥‥‥ ‥‥‥‥ ‥‥‥ ‥‥‥‥‥ ‥‥ ‥‥‥‥ ‥‥‥ ‥‥ ‥‥‥‥‥ ‥‥‥‥ ‥‥ ‥‥‥ ‥‥‥‥‥‥ ‥‥ ‥‥‥‥ ‥‥‥ ‥‥‥‥ ‥‥‥‥‥ ‥‥ ‥‥‥ ‥‥‥‥ ‥‥‥‥‥‥ ‥‥ ‥‥‥ ‥‥‥‥ ‥‥‥ ‥‥‥‥‥ ‥‥ ‥‥‥‥ ‥‥‥ ‥‥ ‥‥‥‥‥ ‥‥‥‥ ‥‥ ‥‥‥ ‥‥‥‥‥‥ ‥‥ ‥‥‥‥ ‥‥‥ ‥‥‥‥ ‥‥‥‥‥ ‥‥ ‥‥‥ ‥‥‥‥ ‥‥‥‥‥‥ ‥‥ ‥‥‥ ‥‥‥‥ ‥‥‥ ‥‥‥‥‥ ‥‥ ‥‥‥‥ ‥‥‥ ‥‥ ‥‥‥‥‥ ‥‥‥‥ ‥‥ ‥‥‥ ‥‥‥‥‥‥ ‥‥ ‥‥‥‥ ‥‥‥ ‥‥‥‥ ‥‥‥‥‥ ‥‥ ‥‥‥ ‥‥‥‥ ‥‥‥‥‥‥ ‥‥ ‥‥‥ ‥‥‥‥ ‥‥‥ ‥‥‥‥‥ ‥‥ ‥‥‥‥ ‥‥‥ ‥‥ ‥‥‥‥‥ ‥‥‥‥ ‥‥ ‥‥‥ ‥‥‥‥‥‥ ‥‥ ‥‥‥‥ ‥‥‥ ‥‥‥‥ ‥‥‥‥‥ ‥‥ ‥‥‥ ‥‥‥‥ ‥‥‥‥‥‥ ‥‥ ‥‥‥ ‥‥‥‥ ‥‥‥ ‥‥‥‥‥ ‥‥ ‥‥‥‥ ‥‥‥ ‥‥ ‥‥‥‥‥ ‥‥‥‥ ‥‥ ‥‥‥ ‥‥‥‥‥‥ ‥‥ ‥‥‥‥ ‥‥‥ ‥‥‥‥ ‥‥‥‥‥ ‥‥ ‥‥‥ ‥‥‥‥ ‥‥‥‥‥‥ ‥‥ ‥‥‥ ‥‥‥‥ ‥‥‥ ‥‥‥‥‥ ‥‥ ‥‥‥‥ ‥‥‥ ‥‥ ‥‥‥‥‥ ‥‥‥‥ ‥‥ ‥‥‥ ‥‥‥‥‥‥ ‥‥ ‥‥‥‥ ‥‥‥ ‥‥‥‥ ‥‥‥‥‥ ‥‥ ‥‥‥ ‥‥‥‥ ‥‥‥‥‥‥ ‥‥ ‥‥‥ ‥‥‥‥ ‥‥‥ ‥‥‥‥‥ ‥‥ ‥‥‥‥ ‥‥‥ ‥‥ ‥‥‥‥‥ ‥‥‥‥ ‥‥ ‥‥‥ ‥‥‥‥‥‥ ‥‥ ‥‥‥‥ ‥‥‥ ‥‥‥‥ ‥‥‥‥‥ ‥‥ ‥‥‥ ‥‥‥‥ ‥‥‥‥‥‥ ‥‥ ‥‥‥ ‥‥‥‥ ‥‥‥ ‥‥‥‥‥ ‥‥ ‥‥‥‥ ‥‥‥ ‥‥ ‥‥‥‥‥ ‥‥‥‥ ‥‥ ‥‥‥ ‥‥‥‥‥‥ ‥‥ ‥‥‥‥ ‥‥‥ ‥‥‥‥ ‥‥‥‥‥ ‥‥ ‥‥‥ ‥‥‥‥ ‥‥‥‥‥‥ ‥‥ ‥‥‥ ‥‥‥‥ ‥‥‥ ‥‥‥‥‥ ‥‥ ‥‥‥‥ ‥‥‥ ‥‥ ‥‥‥‥‥ ‥‥‥‥ ‥‥ ‥‥‥ ‥‥‥‥‥‥ ‥‥ ‥‥‥‥ ‥‥‥ ‥‥‥‥ ‥‥‥‥‥ ‥‥ ‥‥‥ ‥‥‥‥ ‥‥‥‥‥‥ ‥‥ ‥‥‥ ‥‥‥‥ ‥‥‥ ‥‥‥‥‥ ‥‥ ‥‥‥‥ ‥‥‥ ‥‥ ‥‥‥‥‥ ‥‥‥‥ ‥‥ ‥‥‥ ‥‥‥‥‥‥ ‥‥ ‥‥‥‥ ‥‥‥ ‥‥‥‥ ‥‥‥‥‥ ‥‥ ‥‥‥ ‥‥‥‥ ‥‥‥‥‥‥ ‥‥ ‥‥‥ ‥‥‥‥ ‥‥‥ ‥‥‥‥‥ ‥‥ ‥‥‥‥ ‥‥‥ ‥‥ ‥‥‥‥‥ ‥‥‥‥ ‥‥ ‥‥‥ ‥‥‥‥‥‥ ‥‥ ‥‥‥‥ ‥‥‥ ‥‥‥‥ ‥‥‥‥‥ ‥‥ ‥‥‥ ‥‥‥‥ ‥‥‥‥‥‥ ‥‥ ‥‥‥ ‥‥‥‥ ‥‥‥ ‥‥‥‥‥ ‥‥ ‥‥‥‥ ‥‥‥ ‥‥ ‥‥‥‥‥ ‥‥‥‥ ‥‥ ‥‥‥ ‥‥‥‥‥‥ ‥‥ ‥‥‥‥ ‥‥‥ ‥‥‥‥ ‥‥‥‥‥ ‥‥ ‥‥‥ ‥‥‥‥ ‥‥‥‥‥‥ ‥‥ ‥‥‥ ‥‥‥‥ ‥‥‥ ‥‥‥‥‥ (120, 645, 463, 1280)
col2-separator-1 (588, 1028, 725, 1030)
col4-latest-box (1221, 126, 1551, 182)
column-rule-2 (839, 120, 840, 2286)
col3-title-landtag: Eröffnung des sächsischen Landtags. (890, 128, 1155, 169)
col3-separator-1 (851, 439, 1194, 441)
